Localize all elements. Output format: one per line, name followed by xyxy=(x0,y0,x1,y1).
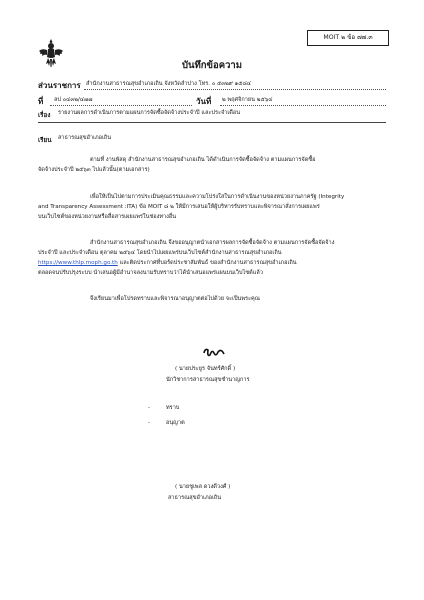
subject-value: รายงานผลการดำเนินการตามแผนการจัดซื้อจัดจ้างประจำปี และประจำเดือน xyxy=(58,110,241,116)
reference-dotted-line xyxy=(50,105,192,106)
paragraph-3-line-2: ประจำปี และประจำเดือน ตุลาคม ๒๕๖๔ โดยนำไปเผยแพร่บนเว็บไซต์สำนักงานสาธารณสุขอำเภอเถิน xyxy=(38,250,282,256)
date-label: วันที่ xyxy=(196,97,212,106)
paragraph-1-line-1: ตามที่ งานพัสดุ สำนักงานสาธารณสุขอำเภอเถิน ได้ดำเนินการจัดซื้อจัดจ้าง ตามแผนการจัดซื้อ xyxy=(90,157,316,163)
date-value: ๒ พฤศจิกายน ๒๕๖๔ xyxy=(222,97,273,103)
agency-value: สำนักงานสาธารณสุขอำเภอเถิน จังหวัดลำปาง โทร. ๐ ๕๓๒๙ ๑๕๘๔ xyxy=(86,81,252,87)
closing-line: จึงเรียนมาเพื่อโปรดทราบและพิจารณาอนุญาตต่อไปด้วย จะเป็นพระคุณ xyxy=(90,296,260,302)
form-reference-box: MOIT ๒ ข้อ ๗๗.๓ xyxy=(307,30,389,46)
agency-dotted-line xyxy=(84,89,386,90)
signature-1-icon xyxy=(202,345,226,360)
paragraph-3-line-3-rest: และติดประกาศที่บอร์ดประชาสัมพันธ์ ของสำนักงานสาธารณสุขอำเภอเถิน xyxy=(119,260,297,266)
salutation-value: สาธารณสุขอำเภอเถิน xyxy=(58,135,112,141)
option-approve: อนุญาต xyxy=(166,420,185,426)
paragraph-3-line-1: สำนักงานสาธารณสุขอำเภอเถิน จึงขออนุญาตนำเอกสารผลการจัดซื้อจัดจ้าง ตามแผนการจัดซื้อจัดจ้าง xyxy=(90,240,335,246)
option-acknowledge: ทราบ xyxy=(166,405,180,411)
paragraph-3-line-4: ตลอดจนปรับปรุงระบบ นำเสนอผู้มีอำนาจลงนามรับทราบว่าได้นำเสนอแพร่แผนบนเว็บไซต์แล้ว xyxy=(38,270,263,276)
agency-label: ส่วนราชการ xyxy=(38,81,81,90)
option-bullet-1: - xyxy=(148,405,151,411)
website-link[interactable]: https://www.thlp.moph.go.th xyxy=(38,260,118,266)
reference-label: ที่ xyxy=(38,97,44,106)
signer-1-name: ( นายประยูร จันทร์ศักดิ์ ) xyxy=(175,366,236,372)
date-dotted-line xyxy=(220,105,386,106)
signer-2-position: สาธารณสุขอำเภอเถิน xyxy=(168,495,222,501)
paragraph-1-line-2: จัดจ้างประจำปี ๒๕๖๓ ไปแล้วนั้น(ตามเอกสาร) xyxy=(38,167,150,173)
paragraph-2-line-3: บนเว็บไซต์ของหน่วยงานหรือสื่อสารเผยแพร่ในช่องทางอื่น xyxy=(38,214,177,220)
paragraph-2-line-2: and Transparency Assessment :ITA) ข้อ MOIT ๘ ๒ ให้มีการเสนอให้ผู้บริหารรับทราบและพิจารณาสั่งการเผยแพร่ xyxy=(38,204,320,210)
header-divider xyxy=(38,122,386,123)
document-title: บันทึกข้อความ xyxy=(181,60,243,71)
signer-1-position: นักวิชาการสาธารณสุขชำนาญการ xyxy=(166,377,250,383)
signer-2-name: ( นายชูเพล ดวงดีวงศ์ ) xyxy=(175,484,231,490)
option-bullet-2: - xyxy=(148,420,151,426)
salutation-label: เรียน xyxy=(38,137,52,144)
paragraph-2-line-1: เพื่อให้เป็นไปตามการประเมินคุณธรรมและความโปร่งใสในการดำเนินงานของหน่วยงานภาครัฐ (Integrity xyxy=(90,194,345,200)
reference-value: ลป ๐๔๓๒/๔๗๗ xyxy=(54,97,93,103)
subject-label: เรื่อง xyxy=(38,112,51,119)
